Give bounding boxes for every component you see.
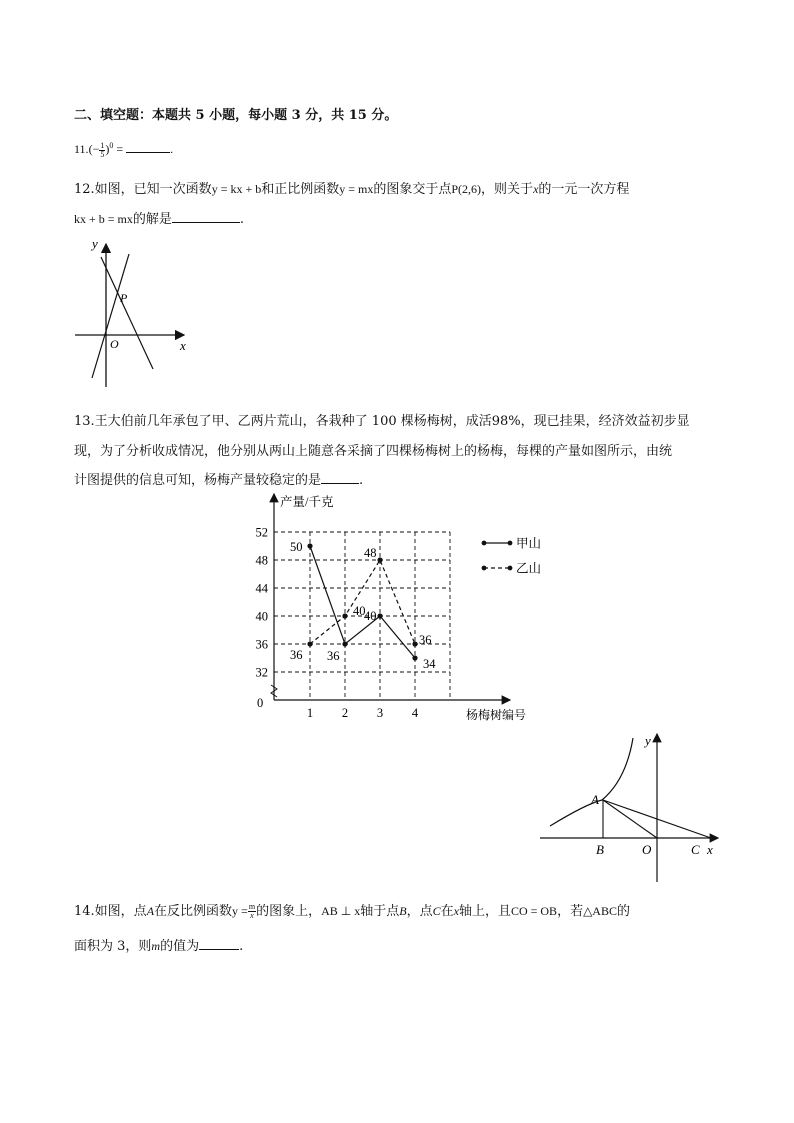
q12-point-label: P (120, 291, 128, 305)
q11-equals: = (113, 142, 127, 156)
chart-legend-marker (508, 541, 513, 546)
q14-prefix: 14.如图，点 (74, 904, 147, 919)
q11-sign: − (92, 142, 100, 156)
q14-mid5: 在 (440, 904, 454, 919)
chart-origin-label: 0 (257, 696, 264, 710)
q14-answer-blank[interactable] (199, 937, 239, 950)
chart-data-point (307, 641, 312, 646)
question-12-line-2 (74, 208, 244, 227)
q14-fraction (248, 903, 256, 920)
chart-data-point (342, 641, 347, 646)
chart-y-tick-label: 36 (255, 637, 268, 652)
q14-segment-AO (603, 800, 657, 838)
q11-frac-denominator: 5 (100, 149, 105, 159)
q14-line1-end: 的 (616, 904, 630, 919)
chart-data-point (412, 655, 417, 660)
q12-y-label: y (92, 236, 98, 251)
q12-graph (70, 232, 200, 390)
q12-answer-blank[interactable] (172, 210, 240, 223)
yield-line-chart (240, 488, 550, 726)
chart-data-label: 36 (290, 648, 303, 662)
chart-series-line-yi (310, 560, 415, 644)
q14-var-x: x (453, 904, 459, 918)
q12-period: . (239, 212, 245, 227)
question-14-line-1 (74, 900, 630, 920)
chart-data-label: 50 (290, 540, 303, 554)
q14-triangle: △ABC (583, 904, 617, 918)
chart-legend-label: 甲山 (516, 536, 542, 551)
chart-legend-marker (482, 541, 487, 546)
chart-legend-marker (482, 566, 487, 571)
chart-axis-break (271, 685, 277, 697)
q14-label-C: C (691, 842, 700, 857)
q14-mid: 在反比例函数 (154, 904, 233, 919)
q14-perp: AB ⊥ x (321, 904, 361, 918)
q13-answer-blank[interactable] (321, 471, 359, 484)
q14-point-B: B (399, 904, 407, 918)
q11-number: 11. (74, 142, 89, 156)
chart-data-label: 34 (423, 657, 436, 671)
q12-func1: y = kx + b (211, 182, 262, 196)
q14-x-label: x (707, 842, 713, 857)
q11-lparen: ( (88, 142, 93, 156)
q14-label-A: A (591, 792, 599, 807)
q14-label-O: O (642, 842, 652, 857)
q12-var-x: x (533, 182, 539, 196)
q14-mid2: 的图象上， (256, 904, 322, 919)
q13-period: . (359, 473, 364, 488)
chart-y-tick-label: 48 (255, 553, 268, 568)
question-11: 11.(− $\frac{1}{5}$ )$^0$ = . (74, 140, 174, 159)
q11-answer-blank[interactable] (126, 140, 170, 153)
q12-line-mx (92, 254, 129, 378)
chart-data-label: 40 (364, 609, 377, 623)
q14-point-C: C (432, 904, 441, 918)
q14-line2-prefix: 面积为 3，则 (74, 939, 152, 954)
q14-frac-denominator: x (250, 911, 254, 920)
chart-y-label: 产量/千克 (280, 495, 334, 509)
q14-mid3: 轴于点 (360, 904, 400, 919)
question-13-line-2: 现，为了分析收成情况，他分别从两山上随意各采摘了四棵杨梅树上的杨梅，每棵的产量如图所示，由统 (74, 444, 673, 459)
q14-line2-mid: 的值为 (160, 939, 200, 954)
chart-data-label: 36 (327, 649, 340, 663)
chart-legend-label: 乙山 (516, 561, 542, 576)
section-heading: 二、填空题：本题共 5 小题，每小题 3 分，共 15 分。 (74, 108, 398, 123)
q12-prefix: 12.如图，已知一次函数 (74, 182, 212, 197)
chart-y-tick-label: 52 (255, 525, 268, 540)
q12-line1-end: 的一元一次方程 (538, 182, 630, 197)
chart-y-tick-label: 44 (255, 581, 268, 596)
chart-data-point (307, 543, 312, 548)
q12-point: P(2,6) (451, 182, 482, 196)
chart-series-line-jia (310, 546, 415, 658)
question-12-line-1 (74, 178, 629, 197)
q13-line3-text: 计图提供的信息可知，杨梅产量较稳定的是 (74, 473, 322, 488)
q11-rparen: ) (105, 142, 110, 156)
chart-x-tick-label: 4 (411, 706, 419, 720)
q14-point-A: A (146, 904, 155, 918)
chart-data-point (377, 557, 382, 562)
chart-data-point (412, 641, 417, 646)
q14-mid7: ，若 (557, 904, 584, 919)
chart-x-label: 杨梅树编号 (466, 708, 527, 722)
q12-line2-end: 的解是 (132, 212, 172, 227)
q14-period: . (239, 939, 244, 954)
q14-var-m: m (151, 939, 161, 953)
chart-data-point (377, 613, 382, 618)
question-13-line-1: 13.王大伯前几年承包了甲、乙两片荒山，各栽种了 100 棵杨梅树，成活98%，现已挂果，经济效益初步显 (74, 414, 690, 429)
chart-data-label: 40 (353, 604, 366, 618)
q12-origin-label: O (110, 337, 119, 351)
q12-x-label: x (180, 338, 186, 353)
chart-data-label: 36 (419, 633, 432, 647)
chart-x-tick-label: 1 (306, 706, 314, 720)
q12-mid: 和正比例函数 (261, 182, 340, 197)
q12-equation: kx + b = mx (74, 212, 133, 226)
question-13-line-3 (74, 469, 363, 488)
chart-x-tick-label: 2 (341, 706, 349, 720)
q12-mid3: ，则关于 (481, 182, 534, 197)
q14-eq-co-ob: CO = OB (510, 904, 558, 918)
chart-data-point (342, 613, 347, 618)
q14-mid4: ，点 (406, 904, 433, 919)
chart-legend-marker (508, 566, 513, 571)
chart-y-tick-label: 40 (255, 609, 268, 624)
q14-y-label: y (645, 733, 651, 748)
q14-mid6: 轴上，且 (458, 904, 511, 919)
q12-mid2: 的图象交于点 (373, 182, 452, 197)
chart-y-tick-label: 32 (255, 665, 268, 680)
question-14-line-2 (74, 935, 243, 954)
q12-line-kx-b (101, 257, 153, 369)
q12-func2: y = mx (339, 182, 374, 196)
q14-label-B: B (596, 842, 604, 857)
q11-exponent: 0 (109, 141, 114, 150)
chart-data-label: 48 (364, 546, 377, 560)
q14-func-y: y = (232, 904, 248, 918)
q14-frac-numerator: m (248, 902, 256, 911)
q11-frac-numerator: 1 (100, 140, 105, 150)
q14-graph (538, 730, 724, 884)
chart-x-tick-label: 3 (376, 706, 384, 720)
